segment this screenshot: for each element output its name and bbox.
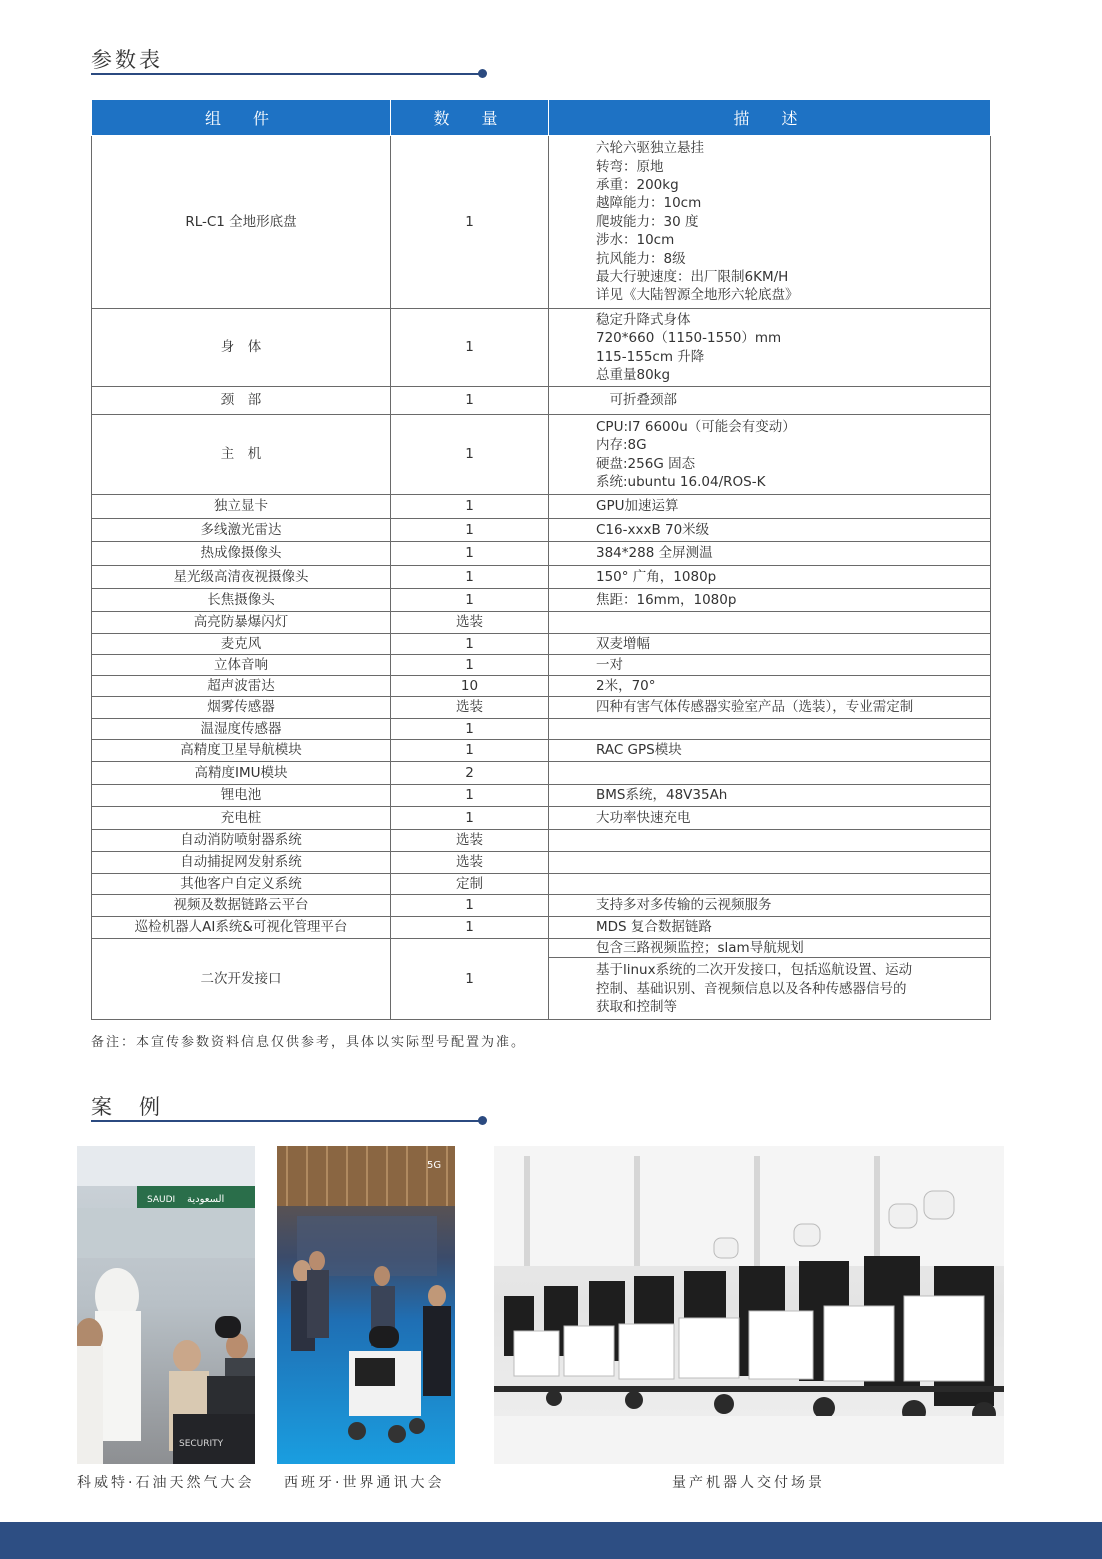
- description-cell: RAC GPS模块: [549, 740, 991, 762]
- fiveg-sign: 5G: [427, 1160, 442, 1171]
- description-cell: 150° 广角，1080p: [549, 566, 991, 589]
- component-cell: 巡检机器人AI系统&可视化管理平台: [92, 917, 391, 939]
- description-cell: 包含三路视频监控；slam导航规划: [549, 939, 991, 958]
- component-cell: 自动捕捉网发射系统: [92, 852, 391, 874]
- quantity-cell: 选装: [391, 852, 549, 874]
- quantity-cell: 1: [391, 785, 549, 807]
- quantity-cell: 1: [391, 566, 549, 589]
- component-cell: 二次开发接口: [92, 939, 391, 1020]
- quantity-cell: 1: [391, 917, 549, 939]
- quantity-cell: 1: [391, 939, 549, 1020]
- spec-row-api: [92, 939, 991, 958]
- spec-row: [92, 136, 991, 309]
- description-cell: [549, 762, 991, 785]
- component-cell: 多线激光雷达: [92, 519, 391, 542]
- spec-row: [92, 852, 991, 874]
- description-cell: MDS 复合数据链路: [549, 917, 991, 939]
- quantity-cell: 1: [391, 136, 549, 309]
- quantity-cell: 1: [391, 740, 549, 762]
- description-cell: GPU加速运算: [549, 495, 991, 519]
- spec-row: [92, 612, 991, 634]
- description-cell: 四种有害气体传感器实验室产品（选装），专业需定制: [549, 697, 991, 719]
- quantity-cell: 1: [391, 655, 549, 676]
- quantity-cell: 1: [391, 807, 549, 830]
- quantity-cell: 1: [391, 519, 549, 542]
- quantity-cell: 1: [391, 495, 549, 519]
- component-cell: 热成像摄像头: [92, 542, 391, 566]
- description-cell: CPU:I7 6600u（可能会有变动） 内存:8G 硬盘:256G 固态 系统:ubuntu 16.04/ROS-K: [549, 415, 991, 495]
- description-cell: [549, 830, 991, 852]
- spec-row: [92, 566, 991, 589]
- params-title-text: 参数表: [91, 48, 163, 72]
- description-cell: 2米，70°: [549, 676, 991, 697]
- quantity-cell: 选装: [391, 612, 549, 634]
- component-cell: 温湿度传感器: [92, 719, 391, 740]
- spec-row: [92, 874, 991, 895]
- params-underline-dot: [478, 69, 487, 78]
- component-cell: 高精度卫星导航模块: [92, 740, 391, 762]
- quantity-cell: 1: [391, 415, 549, 495]
- spec-row: [92, 589, 991, 612]
- description-cell: 基于linux系统的二次开发接口，包括巡航设置、运动 控制、基础识别、音视频信息以及各种传感器信号的 获取和控制等: [549, 958, 991, 1020]
- header-component: 组 件: [92, 100, 391, 136]
- photo-kuwait-expo: [77, 1146, 255, 1464]
- description-cell: 384*288 全屏测温: [549, 542, 991, 566]
- header-quantity: 数 量: [391, 100, 549, 136]
- description-cell: 可折叠颈部: [549, 387, 991, 415]
- component-cell: 颈 部: [92, 387, 391, 415]
- footer-bar: [0, 1522, 1102, 1559]
- spec-row: [92, 719, 991, 740]
- description-cell: 一对: [549, 655, 991, 676]
- description-cell: 双麦增幅: [549, 634, 991, 655]
- description-cell: 六轮六驱独立悬挂 转弯：原地 承重：200kg 越障能力：10cm 爬坡能力：30 度 涉水：10cm 抗风能力：8级 最大行驶速度：出厂限制6KM/H 详见《大陆智源全地形六轮底盘》: [549, 136, 991, 309]
- component-cell: 烟雾传感器: [92, 697, 391, 719]
- spec-row: [92, 309, 991, 387]
- quantity-cell: 1: [391, 719, 549, 740]
- component-cell: 视频及数据链路云平台: [92, 895, 391, 917]
- quantity-cell: 1: [391, 589, 549, 612]
- component-cell: 锂电池: [92, 785, 391, 807]
- cases-underline-dot: [478, 1116, 487, 1125]
- quantity-cell: 10: [391, 676, 549, 697]
- spec-row: [92, 740, 991, 762]
- quantity-cell: 1: [391, 895, 549, 917]
- component-cell: 主 机: [92, 415, 391, 495]
- spec-row: [92, 762, 991, 785]
- photo-spain-mwc: [277, 1146, 455, 1464]
- spec-row: [92, 917, 991, 939]
- caption-kuwait: 科威特·石油天然气大会: [77, 1475, 255, 1491]
- description-cell: 焦距：16mm，1080p: [549, 589, 991, 612]
- spec-row: [92, 415, 991, 495]
- description-cell: [549, 852, 991, 874]
- header-description: 描 述: [549, 100, 991, 136]
- spec-row: [92, 895, 991, 917]
- quantity-cell: 定制: [391, 874, 549, 895]
- component-cell: 其他客户自定义系统: [92, 874, 391, 895]
- quantity-cell: 1: [391, 542, 549, 566]
- cases-title-text: 案 例: [91, 1095, 163, 1119]
- quantity-cell: 1: [391, 387, 549, 415]
- component-cell: 自动消防喷射器系统: [92, 830, 391, 852]
- description-cell: [549, 612, 991, 634]
- component-cell: 立体音响: [92, 655, 391, 676]
- component-cell: 充电桩: [92, 807, 391, 830]
- spec-row: [92, 655, 991, 676]
- robot-security-label: SECURITY: [179, 1439, 224, 1449]
- spec-table: [91, 99, 991, 1020]
- quantity-cell: 选装: [391, 830, 549, 852]
- component-cell: 麦克风: [92, 634, 391, 655]
- component-cell: 高亮防暴爆闪灯: [92, 612, 391, 634]
- description-cell: C16-xxxB 70米级: [549, 519, 991, 542]
- description-cell: 稳定升降式身体 720*660（1150-1550）mm 115-155cm 升降 总重量80kg: [549, 309, 991, 387]
- photo-factory-delivery: [494, 1146, 1004, 1464]
- spec-table-header: [92, 100, 991, 136]
- component-cell: 独立显卡: [92, 495, 391, 519]
- component-cell: 高精度IMU模块: [92, 762, 391, 785]
- booth-sign-saudi: SAUDI: [147, 1195, 176, 1205]
- description-cell: [549, 874, 991, 895]
- params-section-title: [91, 44, 163, 74]
- component-cell: 长焦摄像头: [92, 589, 391, 612]
- description-cell: BMS系统，48V35Ah: [549, 785, 991, 807]
- spec-row: [92, 830, 991, 852]
- quantity-cell: 2: [391, 762, 549, 785]
- spec-row: [92, 697, 991, 719]
- description-cell: 大功率快速充电: [549, 807, 991, 830]
- spec-row: [92, 387, 991, 415]
- spec-row: [92, 495, 991, 519]
- component-cell: 超声波雷达: [92, 676, 391, 697]
- spec-row: [92, 519, 991, 542]
- component-cell: 身 体: [92, 309, 391, 387]
- quantity-cell: 1: [391, 309, 549, 387]
- spec-row: [92, 676, 991, 697]
- caption-factory: 量产机器人交付场景: [672, 1475, 825, 1491]
- description-cell: 支持多对多传输的云视频服务: [549, 895, 991, 917]
- caption-spain: 西班牙·世界通讯大会: [284, 1475, 445, 1491]
- component-cell: RL-C1 全地形底盘: [92, 136, 391, 309]
- description-cell: [549, 719, 991, 740]
- spec-row: [92, 807, 991, 830]
- cases-section-title: [91, 1091, 163, 1121]
- quantity-cell: 1: [391, 634, 549, 655]
- cases-underline: [91, 1120, 481, 1122]
- spec-table-body: [92, 136, 991, 1020]
- spec-row: [92, 634, 991, 655]
- component-cell: 星光级高清夜视摄像头: [92, 566, 391, 589]
- disclaimer-note: 备注：本宣传参数资料信息仅供参考，具体以实际型号配置为准。: [91, 1035, 527, 1050]
- booth-sign-arabic: السعودية: [187, 1194, 225, 1205]
- spec-row: [92, 542, 991, 566]
- params-underline: [91, 73, 481, 75]
- quantity-cell: 选装: [391, 697, 549, 719]
- spec-row: [92, 785, 991, 807]
